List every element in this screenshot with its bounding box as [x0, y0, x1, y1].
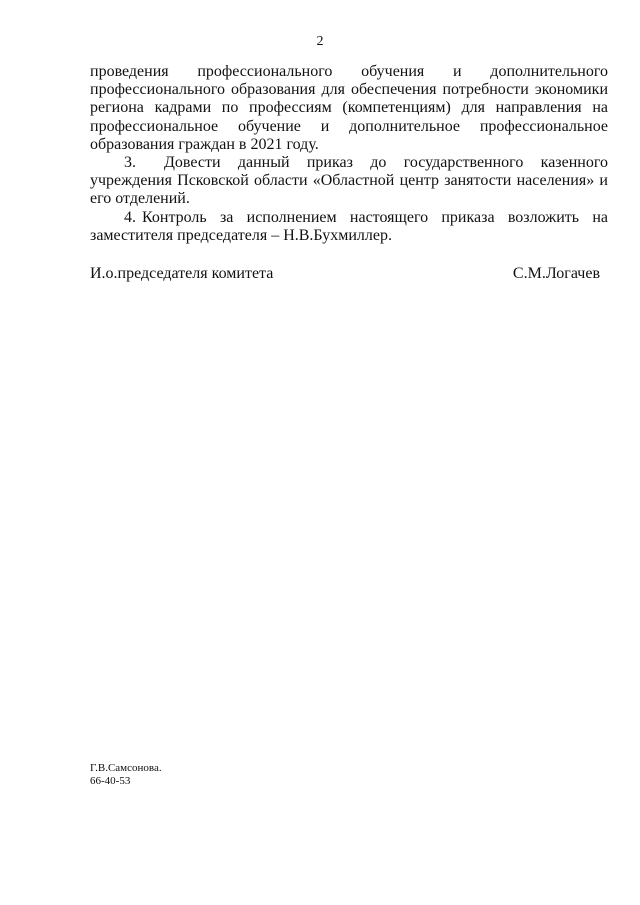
- executor-phone: 66-40-53: [90, 775, 131, 787]
- executor-block: [90, 762, 162, 788]
- item-3-text: Довести данный приказ до государственного казенного учреждения Псковской области «Областной центр занятости населения» и его отделений.: [90, 154, 608, 208]
- item-3-number: 3.: [124, 154, 136, 172]
- page-number: 2: [316, 34, 324, 49]
- item-4-number: 4.: [124, 208, 136, 226]
- item-4-text: Контроль за исполнением настоящего приказа возложить на заместителя председателя – Н.В.Бухмиллер.: [90, 208, 608, 244]
- signatory-title: И.о.председателя комитета: [90, 265, 274, 282]
- document-body: [90, 63, 608, 245]
- executor-name: Г.В.Самсонова.: [90, 762, 162, 774]
- paragraph-item-4: [90, 209, 608, 245]
- paragraph-item-3: [90, 154, 608, 209]
- signatory-name: С.М.Логачев: [512, 265, 600, 282]
- paragraph-continuation: проведения профессионального обучения и дополнительного профессионального образования для обеспечения потребности экономики региона кадрами по профессиям (компетенциям) для направления на профессиональное обучение и дополнительное профессиональное образования граждан в 2021 году.: [90, 63, 608, 153]
